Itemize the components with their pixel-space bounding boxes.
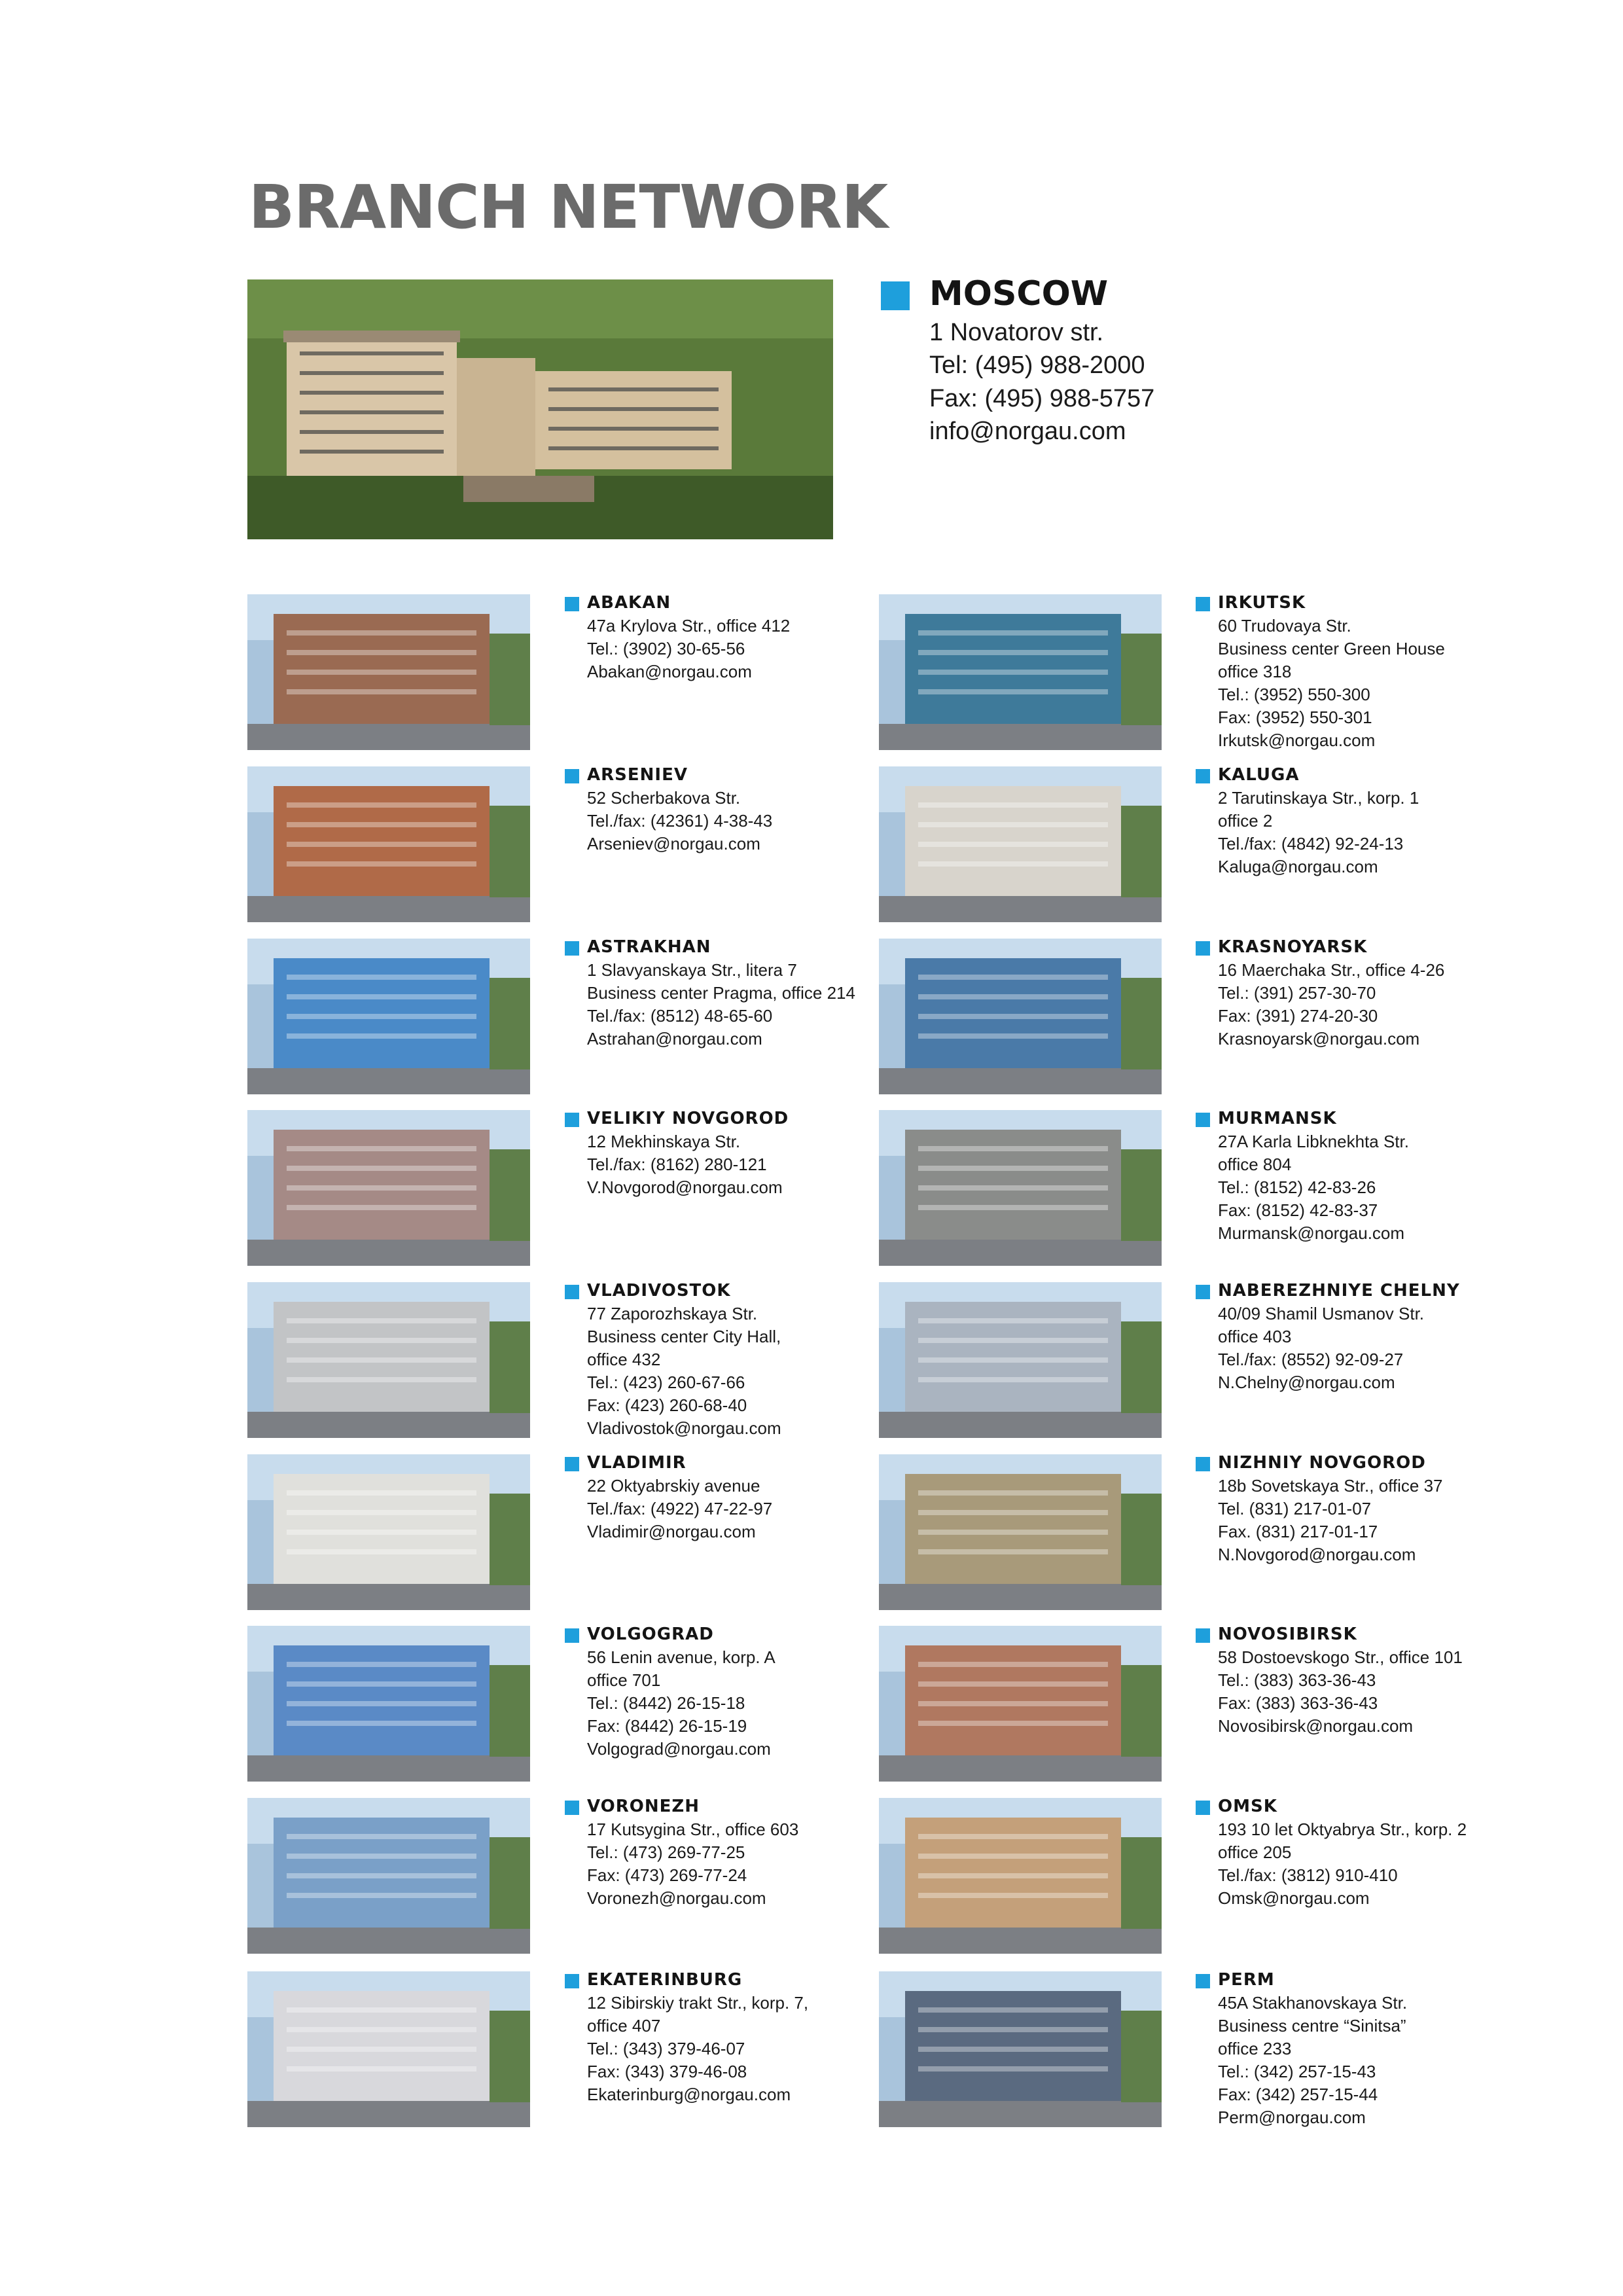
ekaterinburg-detail-line: office 407 bbox=[587, 2016, 661, 2036]
vladivostok-detail-line: Fax: (423) 260-68-40 bbox=[587, 1395, 747, 1415]
astrakhan-detail-line: Business center Pragma, office 214 bbox=[587, 983, 855, 1003]
voronezh-bullet-icon bbox=[565, 1801, 579, 1815]
vladivostok-bullet-icon bbox=[565, 1285, 579, 1299]
naberezhniye-chelny-detail-line: office 403 bbox=[1218, 1327, 1292, 1346]
kaluga-detail-line: 2 Tarutinskaya Str., korp. 1 bbox=[1218, 788, 1419, 808]
naberezhniye-chelny-email[interactable]: N.Chelny@norgau.com bbox=[1218, 1372, 1395, 1392]
murmansk-detail-line: office 804 bbox=[1218, 1155, 1292, 1174]
volgograd-details bbox=[587, 1646, 776, 1761]
voronezh-email[interactable]: Voronezh@norgau.com bbox=[587, 1888, 766, 1908]
naberezhniye-chelny-heading: NABEREZHNIYE CHELNY bbox=[1218, 1281, 1460, 1300]
novosibirsk-heading: NOVOSIBIRSK bbox=[1218, 1624, 1357, 1644]
voronezh-heading: VORONEZH bbox=[587, 1797, 700, 1816]
irkutsk-bullet-icon bbox=[1196, 597, 1210, 611]
moscow-address: 1 Novatorov str. bbox=[929, 319, 1104, 346]
astrakhan-email[interactable]: Astrahan@norgau.com bbox=[587, 1029, 762, 1049]
nizhniy-novgorod-detail-line: Fax. (831) 217-01-17 bbox=[1218, 1522, 1378, 1541]
abakan-office-photo bbox=[247, 594, 530, 750]
vladivostok-email[interactable]: Vladivostok@norgau.com bbox=[587, 1418, 781, 1438]
vladivostok-detail-line: 77 Zaporozhskaya Str. bbox=[587, 1304, 758, 1323]
volgograd-bullet-icon bbox=[565, 1628, 579, 1643]
voronezh-details bbox=[587, 1818, 798, 1910]
velikiy-novgorod-email[interactable]: V.Novgorod@norgau.com bbox=[587, 1177, 783, 1197]
volgograd-office-photo bbox=[247, 1626, 530, 1782]
velikiy-novgorod-bullet-icon bbox=[565, 1113, 579, 1127]
vladimir-detail-line: Tel./fax: (4922) 47-22-97 bbox=[587, 1499, 773, 1518]
perm-detail-line: office 233 bbox=[1218, 2039, 1292, 2058]
voronezh-detail-line: Tel.: (473) 269-77-25 bbox=[587, 1842, 745, 1862]
krasnoyarsk-detail-line: Tel.: (391) 257-30-70 bbox=[1218, 983, 1376, 1003]
vladivostok-detail-line: office 432 bbox=[587, 1350, 661, 1369]
perm-heading: PERM bbox=[1218, 1970, 1275, 1990]
volgograd-detail-line: 56 Lenin avenue, korp. A bbox=[587, 1647, 776, 1667]
krasnoyarsk-detail-line: Fax: (391) 274-20-30 bbox=[1218, 1006, 1378, 1026]
vladimir-heading: VLADIMIR bbox=[587, 1453, 687, 1473]
ekaterinburg-detail-line: 12 Sibirskiy trakt Str., korp. 7, bbox=[587, 1993, 809, 2013]
murmansk-office-photo bbox=[879, 1110, 1162, 1266]
irkutsk-detail-line: office 318 bbox=[1218, 662, 1292, 681]
nizhniy-novgorod-detail-line: 18b Sovetskaya Str., office 37 bbox=[1218, 1476, 1443, 1496]
naberezhniye-chelny-detail-line: Tel./fax: (8552) 92-09-27 bbox=[1218, 1350, 1404, 1369]
krasnoyarsk-details bbox=[1218, 959, 1444, 1050]
krasnoyarsk-bullet-icon bbox=[1196, 941, 1210, 956]
perm-office-photo bbox=[879, 1971, 1162, 2127]
ekaterinburg-details bbox=[587, 1992, 808, 2106]
velikiy-novgorod-office-photo bbox=[247, 1110, 530, 1266]
naberezhniye-chelny-detail-line: 40/09 Shamil Usmanov Str. bbox=[1218, 1304, 1425, 1323]
abakan-details bbox=[587, 615, 790, 683]
vladivostok-heading: VLADIVOSTOK bbox=[587, 1281, 731, 1300]
vladimir-detail-line: 22 Oktyabrskiy avenue bbox=[587, 1476, 760, 1496]
abakan-detail-line: Tel.: (3902) 30-65-56 bbox=[587, 639, 745, 658]
astrakhan-details bbox=[587, 959, 855, 1050]
kaluga-heading: KALUGA bbox=[1218, 765, 1300, 785]
volgograd-heading: VOLGOGRAD bbox=[587, 1624, 714, 1644]
omsk-bullet-icon bbox=[1196, 1801, 1210, 1815]
perm-detail-line: 45A Stakhanovskaya Str. bbox=[1218, 1993, 1408, 2013]
ekaterinburg-office-photo bbox=[247, 1971, 530, 2127]
arseniev-bullet-icon bbox=[565, 769, 579, 783]
volgograd-detail-line: office 701 bbox=[587, 1670, 661, 1690]
astrakhan-office-photo bbox=[247, 939, 530, 1094]
voronezh-office-photo bbox=[247, 1798, 530, 1954]
ekaterinburg-detail-line: Fax: (343) 379-46-08 bbox=[587, 2062, 747, 2081]
volgograd-detail-line: Tel.: (8442) 26-15-18 bbox=[587, 1693, 745, 1713]
moscow-tel: Tel: (495) 988-2000 bbox=[929, 351, 1145, 379]
naberezhniye-chelny-details bbox=[1218, 1302, 1424, 1394]
murmansk-detail-line: Fax: (8152) 42-83-37 bbox=[1218, 1200, 1378, 1220]
ekaterinburg-detail-line: Tel.: (343) 379-46-07 bbox=[587, 2039, 745, 2058]
velikiy-novgorod-details bbox=[587, 1130, 783, 1199]
krasnoyarsk-office-photo bbox=[879, 939, 1162, 1094]
krasnoyarsk-detail-line: 16 Maerchaka Str., office 4-26 bbox=[1218, 960, 1445, 980]
murmansk-bullet-icon bbox=[1196, 1113, 1210, 1127]
omsk-detail-line: 193 10 let Oktyabrya Str., korp. 2 bbox=[1218, 1820, 1467, 1839]
omsk-details bbox=[1218, 1818, 1467, 1910]
velikiy-novgorod-detail-line: Tel./fax: (8162) 280-121 bbox=[587, 1155, 767, 1174]
kaluga-email[interactable]: Kaluga@norgau.com bbox=[1218, 857, 1378, 876]
kaluga-detail-line: Tel./fax: (4842) 92-24-13 bbox=[1218, 834, 1404, 853]
omsk-detail-line: Tel./fax: (3812) 910-410 bbox=[1218, 1865, 1398, 1885]
novosibirsk-office-photo bbox=[879, 1626, 1162, 1782]
nizhniy-novgorod-office-photo bbox=[879, 1454, 1162, 1610]
vladivostok-office-photo bbox=[247, 1282, 530, 1438]
ekaterinburg-email[interactable]: Ekaterinburg@norgau.com bbox=[587, 2085, 791, 2104]
omsk-email[interactable]: Omsk@norgau.com bbox=[1218, 1888, 1370, 1908]
kaluga-office-photo bbox=[879, 766, 1162, 922]
irkutsk-email[interactable]: Irkutsk@norgau.com bbox=[1218, 730, 1376, 750]
novosibirsk-detail-line: Tel.: (383) 363-36-43 bbox=[1218, 1670, 1376, 1690]
moscow-email[interactable]: info@norgau.com bbox=[929, 418, 1126, 445]
page-title: BRANCH NETWORK bbox=[249, 172, 888, 242]
naberezhniye-chelny-bullet-icon bbox=[1196, 1285, 1210, 1299]
moscow-office-photo bbox=[247, 279, 833, 539]
omsk-detail-line: office 205 bbox=[1218, 1842, 1292, 1862]
nizhniy-novgorod-email[interactable]: N.Novgorod@norgau.com bbox=[1218, 1545, 1416, 1564]
irkutsk-detail-line: Business center Green House bbox=[1218, 639, 1445, 658]
novosibirsk-email[interactable]: Novosibirsk@norgau.com bbox=[1218, 1716, 1414, 1736]
novosibirsk-detail-line: Fax: (383) 363-36-43 bbox=[1218, 1693, 1378, 1713]
arseniev-office-photo bbox=[247, 766, 530, 922]
astrakhan-bullet-icon bbox=[565, 941, 579, 956]
krasnoyarsk-heading: KRASNOYARSK bbox=[1218, 937, 1368, 957]
arseniev-details bbox=[587, 787, 772, 855]
nizhniy-novgorod-detail-line: Tel. (831) 217-01-07 bbox=[1218, 1499, 1372, 1518]
vladimir-bullet-icon bbox=[565, 1457, 579, 1471]
murmansk-detail-line: 27A Karla Libknekhta Str. bbox=[1218, 1132, 1409, 1151]
abakan-bullet-icon bbox=[565, 597, 579, 611]
perm-email[interactable]: Perm@norgau.com bbox=[1218, 2108, 1366, 2127]
murmansk-heading: MURMANSK bbox=[1218, 1109, 1337, 1128]
krasnoyarsk-email[interactable]: Krasnoyarsk@norgau.com bbox=[1218, 1029, 1420, 1049]
volgograd-email[interactable]: Volgograd@norgau.com bbox=[587, 1739, 771, 1759]
irkutsk-detail-line: Fax: (3952) 550-301 bbox=[1218, 708, 1372, 727]
nizhniy-novgorod-details bbox=[1218, 1475, 1443, 1566]
kaluga-bullet-icon bbox=[1196, 769, 1210, 783]
novosibirsk-bullet-icon bbox=[1196, 1628, 1210, 1643]
vladivostok-detail-line: Business center City Hall, bbox=[587, 1327, 781, 1346]
omsk-heading: OMSK bbox=[1218, 1797, 1277, 1816]
velikiy-novgorod-detail-line: 12 Mekhinskaya Str. bbox=[587, 1132, 741, 1151]
novosibirsk-details bbox=[1218, 1646, 1463, 1738]
abakan-heading: ABAKAN bbox=[587, 593, 671, 613]
velikiy-novgorod-heading: VELIKIY NOVGOROD bbox=[587, 1109, 789, 1128]
vladimir-details bbox=[587, 1475, 772, 1543]
vladivostok-detail-line: Tel.: (423) 260-67-66 bbox=[587, 1372, 745, 1392]
murmansk-detail-line: Tel.: (8152) 42-83-26 bbox=[1218, 1177, 1376, 1197]
astrakhan-heading: ASTRAKHAN bbox=[587, 937, 711, 957]
moscow-bullet-icon bbox=[881, 281, 910, 310]
naberezhniye-chelny-office-photo bbox=[879, 1282, 1162, 1438]
murmansk-email[interactable]: Murmansk@norgau.com bbox=[1218, 1223, 1405, 1243]
kaluga-detail-line: office 2 bbox=[1218, 811, 1273, 831]
ekaterinburg-bullet-icon bbox=[565, 1974, 579, 1988]
irkutsk-detail-line: Tel.: (3952) 550-300 bbox=[1218, 685, 1370, 704]
perm-detail-line: Business centre “Sinitsa” bbox=[1218, 2016, 1406, 2036]
kaluga-details bbox=[1218, 787, 1419, 878]
irkutsk-heading: IRKUTSK bbox=[1218, 593, 1306, 613]
moscow-fax: Fax: (495) 988-5757 bbox=[929, 385, 1155, 412]
arseniev-detail-line: Tel./fax: (42361) 4-38-43 bbox=[587, 811, 773, 831]
vladivostok-details bbox=[587, 1302, 781, 1440]
ekaterinburg-heading: EKATERINBURG bbox=[587, 1970, 743, 1990]
nizhniy-novgorod-bullet-icon bbox=[1196, 1457, 1210, 1471]
voronezh-detail-line: 17 Kutsygina Str., office 603 bbox=[587, 1820, 799, 1839]
perm-details bbox=[1218, 1992, 1407, 2129]
nizhniy-novgorod-heading: NIZHNIY NOVGOROD bbox=[1218, 1453, 1426, 1473]
novosibirsk-detail-line: 58 Dostoevskogo Str., office 101 bbox=[1218, 1647, 1463, 1667]
perm-detail-line: Fax: (342) 257-15-44 bbox=[1218, 2085, 1378, 2104]
moscow-heading: MOSCOW bbox=[929, 274, 1109, 314]
vladimir-email[interactable]: Vladimir@norgau.com bbox=[587, 1522, 756, 1541]
perm-bullet-icon bbox=[1196, 1974, 1210, 1988]
perm-detail-line: Tel.: (342) 257-15-43 bbox=[1218, 2062, 1376, 2081]
omsk-office-photo bbox=[879, 1798, 1162, 1954]
astrakhan-detail-line: Tel./fax: (8512) 48-65-60 bbox=[587, 1006, 773, 1026]
astrakhan-detail-line: 1 Slavyanskaya Str., litera 7 bbox=[587, 960, 797, 980]
irkutsk-office-photo bbox=[879, 594, 1162, 750]
arseniev-email[interactable]: Arseniev@norgau.com bbox=[587, 834, 760, 853]
arseniev-detail-line: 52 Scherbakova Str. bbox=[587, 788, 741, 808]
murmansk-details bbox=[1218, 1130, 1409, 1245]
voronezh-detail-line: Fax: (473) 269-77-24 bbox=[587, 1865, 747, 1885]
arseniev-heading: ARSENIEV bbox=[587, 765, 688, 785]
irkutsk-details bbox=[1218, 615, 1445, 752]
volgograd-detail-line: Fax: (8442) 26-15-19 bbox=[587, 1716, 747, 1736]
abakan-email[interactable]: Abakan@norgau.com bbox=[587, 662, 752, 681]
abakan-detail-line: 47a Krylova Str., office 412 bbox=[587, 616, 791, 636]
vladimir-office-photo bbox=[247, 1454, 530, 1610]
irkutsk-detail-line: 60 Trudovaya Str. bbox=[1218, 616, 1351, 636]
